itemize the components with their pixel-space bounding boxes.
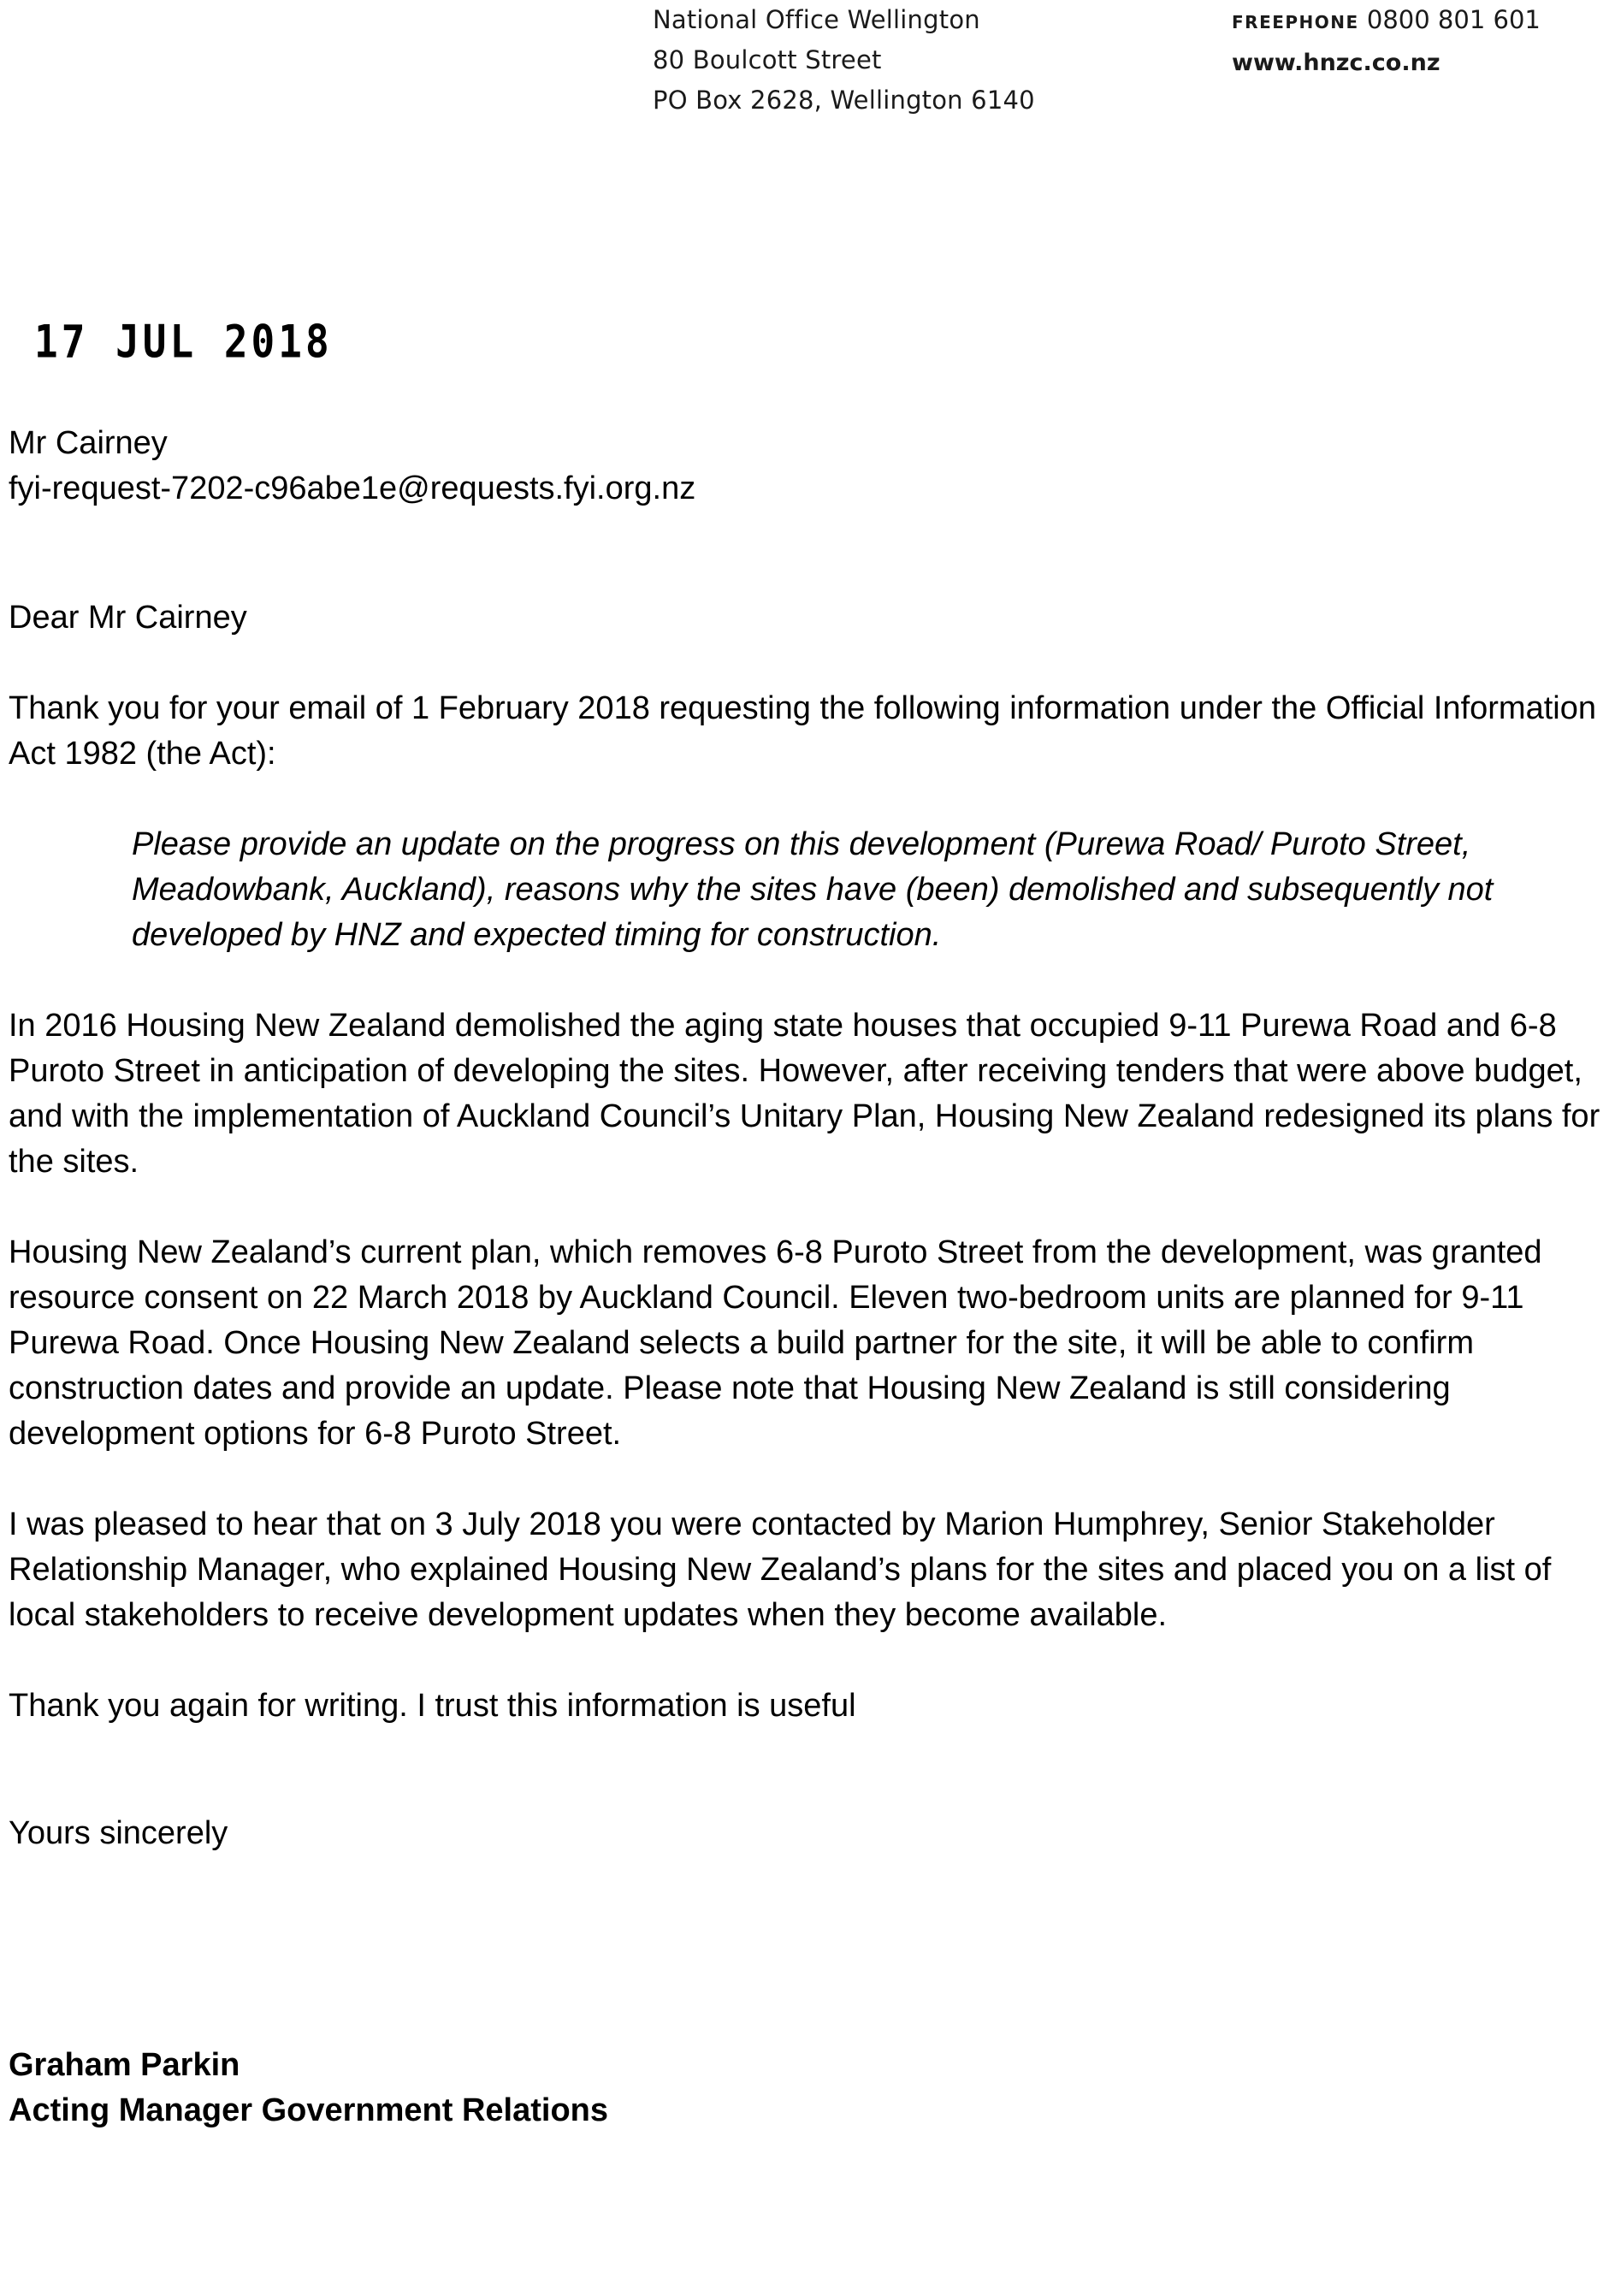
recipient-block [9, 421, 1610, 512]
letterhead [0, 0, 1615, 120]
signature-block [9, 2043, 1610, 2133]
freephone-number: 0800 801 601 [1366, 5, 1541, 34]
letter-body [9, 421, 1610, 2133]
recipient-email: fyi-request-7202-c96abe1e@requests.fyi.org.nz [9, 470, 696, 506]
salutation: Dear Mr Cairney [9, 600, 247, 636]
intro-paragraph: Thank you for your email of 1 February 2018 requesting the following information under the Official Information Act 1982 (the Act): [9, 690, 1596, 772]
freephone [1232, 0, 1541, 43]
address-line-office: National Office Wellington [653, 5, 980, 34]
body-paragraph-current-plan: Housing New Zealand’s current plan, which removes 6-8 Puroto Street from the development, was granted resource consent on 22 March 2018 by Auckland Council. Eleven two-bedroom units are planned for 9-11 Purewa Road. Once Housing New Zealand selects a build partner for the site, it will be able to confirm construction dates and provide an update. Please note that Housing New Zealand is still considering development options for 6-8 Puroto Street. [9, 1234, 1542, 1452]
freephone-label: FREEPHONE [1232, 12, 1359, 33]
address-line-pobox: PO Box 2628, Wellington 6140 [653, 86, 1035, 115]
office-address [653, 0, 1035, 121]
body-paragraph-thanks: Thank you again for writing. I trust this information is useful [9, 1688, 856, 1724]
signatory-title: Acting Manager Government Relations [9, 2092, 609, 2128]
website-link[interactable]: www.hnzc.co.nz [1232, 50, 1440, 76]
closing: Yours sincerely [9, 1815, 228, 1851]
body-paragraph-contact: I was pleased to hear that on 3 July 2018 you were contacted by Marion Humphrey, Senior Stakeholder Relationship Manager, who explained Housing New Zealand’s plans for the sites and placed you on a list of local stakeholders to receive development updates when they become available. [9, 1506, 1552, 1633]
body-paragraph-history: In 2016 Housing New Zealand demolished the aging state houses that occupied 9-11 Purewa Road and 6-8 Puroto Street in anticipation of developing the sites. However, after receiving tenders that were above budget, and with the implementation of Auckland Council’s Unitary Plan, Housing New Zealand redesigned its plans for the sites. [9, 1008, 1600, 1180]
contact-details [1232, 0, 1541, 83]
recipient-name: Mr Cairney [9, 425, 168, 461]
request-quote: Please provide an update on the progress on this development (Purewa Road/ Puroto Street, Meadowbank, Auckland), reasons why the sites have (been) demolished and subsequently not developed by HNZ and expected timing for construction. [132, 826, 1494, 953]
address-line-street: 80 Boulcott Street [653, 45, 882, 74]
signatory-name: Graham Parkin [9, 2047, 240, 2083]
date-stamp: 17 JUL 2018 [34, 315, 333, 369]
